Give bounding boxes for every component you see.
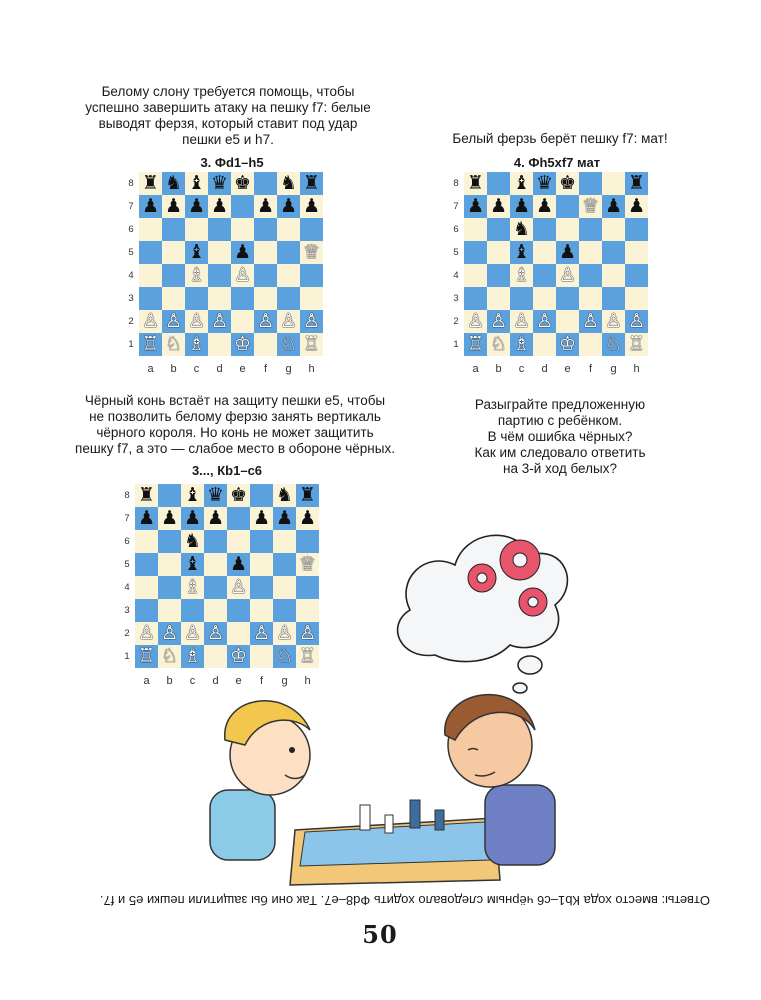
white-king-icon: ♔ — [229, 645, 248, 667]
line: Как им следовало ответить — [474, 445, 646, 460]
white-knight-icon: ♘ — [279, 333, 298, 355]
board-square — [135, 530, 158, 553]
black-knight-icon: ♞ — [279, 172, 298, 194]
black-pawn-icon: ♟ — [302, 195, 321, 217]
white-pawn-icon: ♙ — [581, 310, 600, 332]
answer-text: Ответы: вместо хода Кb1–c6 чёрным следовало ходить Фd8–e7. Так они бы защитили пешки e5 и f7. — [99, 893, 710, 908]
file-label: d — [541, 363, 548, 375]
black-pawn-icon: ♟ — [233, 241, 252, 263]
white-pawn-icon: ♙ — [535, 310, 554, 332]
white-rook-icon: ♖ — [141, 333, 160, 355]
board-square — [300, 287, 323, 310]
white-king-icon: ♔ — [233, 333, 252, 355]
file-label: f — [259, 675, 264, 687]
white-pawn-icon: ♙ — [256, 310, 275, 332]
white-pawn-icon: ♙ — [164, 310, 183, 332]
board-square — [231, 218, 254, 241]
board-square — [556, 218, 579, 241]
board-square — [300, 218, 323, 241]
line: чёрного короля. Но конь не может защитить — [96, 425, 374, 440]
page-number: 50 — [362, 920, 398, 949]
board-square — [185, 287, 208, 310]
file-label: g — [281, 675, 288, 687]
text-middle-right — [440, 397, 680, 477]
rank-label: 1 — [124, 651, 130, 662]
rank-label: 4 — [128, 270, 134, 281]
black-king-icon: ♚ — [233, 172, 252, 194]
board-square — [487, 241, 510, 264]
black-pawn-icon: ♟ — [489, 195, 508, 217]
rank-label: 6 — [453, 224, 459, 235]
board-square — [158, 484, 181, 507]
board-square — [533, 333, 556, 356]
board-square — [231, 310, 254, 333]
board-square — [277, 218, 300, 241]
white-bishop-icon: ♗ — [187, 264, 206, 286]
black-bishop-icon: ♝ — [512, 241, 531, 263]
board-square — [254, 172, 277, 195]
white-bishop-icon: ♗ — [187, 333, 206, 355]
rank-label: 6 — [124, 536, 130, 547]
file-label: h — [308, 363, 315, 375]
white-queen-icon: ♕ — [298, 553, 317, 575]
board-square — [139, 241, 162, 264]
board-square — [464, 218, 487, 241]
board-square — [135, 553, 158, 576]
board-square — [135, 576, 158, 599]
black-queen-icon: ♛ — [206, 484, 225, 506]
black-knight-icon: ♞ — [512, 218, 531, 240]
white-rook-icon: ♖ — [302, 333, 321, 355]
board-square — [158, 530, 181, 553]
white-pawn-icon: ♙ — [275, 622, 294, 644]
file-label: h — [304, 675, 311, 687]
file-label: h — [633, 363, 640, 375]
rank-label: 2 — [124, 628, 130, 639]
board-square — [602, 172, 625, 195]
rank-label: 4 — [453, 270, 459, 281]
file-label: b — [166, 675, 173, 687]
black-pawn-icon: ♟ — [535, 195, 554, 217]
chessboard-2 — [450, 172, 650, 376]
black-bishop-icon: ♝ — [187, 172, 206, 194]
board-square — [579, 172, 602, 195]
board-square — [277, 241, 300, 264]
black-king-icon: ♚ — [229, 484, 248, 506]
black-bishop-icon: ♝ — [183, 553, 202, 575]
white-rook-icon: ♖ — [298, 645, 317, 667]
white-pawn-icon: ♙ — [512, 310, 531, 332]
board-square — [556, 310, 579, 333]
board-square — [208, 287, 231, 310]
white-rook-icon: ♖ — [137, 645, 156, 667]
file-label: f — [588, 363, 593, 375]
board-square — [510, 287, 533, 310]
board-square — [277, 287, 300, 310]
text-top-right: Белый ферзь берёт пешку f7: мат! — [452, 131, 668, 146]
board-square — [464, 264, 487, 287]
file-label: b — [495, 363, 502, 375]
board-square — [579, 218, 602, 241]
white-pawn-icon: ♙ — [233, 264, 252, 286]
board-square — [254, 264, 277, 287]
board-square — [579, 264, 602, 287]
file-label: e — [564, 363, 571, 375]
thought-cloud-icon — [398, 535, 568, 693]
line: партию с ребёнком. — [497, 413, 623, 428]
white-knight-icon: ♘ — [604, 333, 623, 355]
board-square — [464, 241, 487, 264]
white-bishop-icon: ♗ — [512, 264, 531, 286]
black-rook-icon: ♜ — [141, 172, 160, 194]
line: В чём ошибка чёрных? — [487, 429, 633, 444]
black-pawn-icon: ♟ — [141, 195, 160, 217]
black-pawn-icon: ♟ — [229, 553, 248, 575]
illustration — [200, 500, 570, 895]
rank-label: 2 — [453, 316, 459, 327]
board-caption-2: 4. Фh5xf7 мат — [513, 155, 601, 170]
board-square — [579, 241, 602, 264]
board-square — [487, 287, 510, 310]
board-caption-1: 3. Фd1–h5 — [200, 155, 264, 170]
black-rook-icon: ♜ — [137, 484, 156, 506]
line: Чёрный конь встаёт на защиту пешки e5, чтобы — [84, 393, 386, 408]
black-rook-icon: ♜ — [466, 172, 485, 194]
file-label: f — [263, 363, 268, 375]
white-knight-icon: ♘ — [164, 333, 183, 355]
white-pawn-icon: ♙ — [183, 622, 202, 644]
white-pawn-icon: ♙ — [279, 310, 298, 332]
board-square — [579, 333, 602, 356]
black-pawn-icon: ♟ — [206, 507, 225, 529]
file-label: a — [143, 675, 150, 687]
board-square — [139, 287, 162, 310]
text-top-left — [78, 84, 378, 148]
white-bishop-icon: ♗ — [512, 333, 531, 355]
black-bishop-icon: ♝ — [512, 172, 531, 194]
file-label: a — [472, 363, 479, 375]
line: не позволить белому ферзю занять вертикаль — [89, 409, 381, 424]
black-pawn-icon: ♟ — [275, 507, 294, 529]
black-rook-icon: ♜ — [302, 172, 321, 194]
white-pawn-icon: ♙ — [160, 622, 179, 644]
white-knight-icon: ♘ — [275, 645, 294, 667]
rank-label: 8 — [128, 178, 134, 189]
white-rook-icon: ♖ — [627, 333, 646, 355]
white-rook-icon: ♖ — [466, 333, 485, 355]
black-pawn-icon: ♟ — [183, 507, 202, 529]
white-pawn-icon: ♙ — [187, 310, 206, 332]
board-caption-3: 3..., Кb1–c6 — [191, 463, 263, 478]
board-square — [602, 264, 625, 287]
white-pawn-icon: ♙ — [141, 310, 160, 332]
black-bishop-icon: ♝ — [183, 484, 202, 506]
board-square — [254, 287, 277, 310]
board-square — [231, 287, 254, 310]
white-pawn-icon: ♙ — [137, 622, 156, 644]
file-label: g — [610, 363, 617, 375]
file-label: a — [147, 363, 154, 375]
board-square — [158, 553, 181, 576]
white-pawn-icon: ♙ — [489, 310, 508, 332]
board-square — [158, 599, 181, 622]
line: на 3-й ход белых? — [503, 461, 617, 476]
board-square — [602, 287, 625, 310]
black-queen-icon: ♛ — [535, 172, 554, 194]
line: Белому слону требуется помощь, чтобы — [101, 84, 355, 99]
board-square — [625, 218, 648, 241]
board-square — [208, 218, 231, 241]
board-square — [254, 333, 277, 356]
white-pawn-icon: ♙ — [627, 310, 646, 332]
black-pawn-icon: ♟ — [164, 195, 183, 217]
black-pawn-icon: ♟ — [160, 507, 179, 529]
black-knight-icon: ♞ — [164, 172, 183, 194]
board-square — [487, 218, 510, 241]
file-label: b — [170, 363, 177, 375]
board-square — [185, 218, 208, 241]
board-square — [625, 241, 648, 264]
white-pawn-icon: ♙ — [302, 310, 321, 332]
black-rook-icon: ♜ — [298, 484, 317, 506]
board-square — [208, 333, 231, 356]
rank-label: 7 — [128, 201, 134, 212]
black-pawn-icon: ♟ — [210, 195, 229, 217]
black-rook-icon: ♜ — [627, 172, 646, 194]
white-bishop-icon: ♗ — [183, 576, 202, 598]
white-queen-icon: ♕ — [581, 195, 600, 217]
board-square — [208, 241, 231, 264]
board-square — [533, 264, 556, 287]
black-pawn-icon: ♟ — [558, 241, 577, 263]
board-square — [556, 287, 579, 310]
board-square — [162, 287, 185, 310]
black-pawn-icon: ♟ — [298, 507, 317, 529]
board-square — [487, 172, 510, 195]
rank-label: 1 — [453, 339, 459, 350]
board-square — [579, 287, 602, 310]
rank-label: 3 — [128, 293, 134, 304]
white-pawn-icon: ♙ — [604, 310, 623, 332]
board-square — [533, 218, 556, 241]
board-square — [162, 218, 185, 241]
board-square — [300, 264, 323, 287]
board-square — [135, 599, 158, 622]
board-square — [231, 195, 254, 218]
black-king-icon: ♚ — [558, 172, 577, 194]
board-square — [533, 287, 556, 310]
black-knight-icon: ♞ — [275, 484, 294, 506]
rank-label: 8 — [453, 178, 459, 189]
line: выводят ферзя, который ставит под удар — [98, 116, 358, 131]
white-pawn-icon: ♙ — [252, 622, 271, 644]
file-label: g — [285, 363, 292, 375]
white-pawn-icon: ♙ — [466, 310, 485, 332]
board-square — [533, 241, 556, 264]
line: пешку f7, а это — слабое место в обороне чёрных. — [75, 441, 395, 456]
file-label: c — [518, 363, 525, 375]
white-pawn-icon: ♙ — [206, 622, 225, 644]
board-square — [556, 195, 579, 218]
black-knight-icon: ♞ — [183, 530, 202, 552]
board-square — [625, 287, 648, 310]
board-square — [602, 218, 625, 241]
file-label: d — [216, 363, 223, 375]
rank-label: 5 — [128, 247, 134, 258]
board-square — [277, 264, 300, 287]
rank-label: 1 — [128, 339, 134, 350]
rank-label: 8 — [124, 490, 130, 501]
rank-label: 6 — [128, 224, 134, 235]
black-bishop-icon: ♝ — [187, 241, 206, 263]
rank-label: 3 — [453, 293, 459, 304]
black-pawn-icon: ♟ — [137, 507, 156, 529]
rank-label: 5 — [124, 559, 130, 570]
board-square — [158, 576, 181, 599]
chessboard-icon — [290, 800, 500, 885]
file-label: d — [212, 675, 219, 687]
board-square — [208, 264, 231, 287]
line: пешки e5 и h7. — [182, 132, 274, 147]
rank-label: 4 — [124, 582, 130, 593]
board-square — [139, 264, 162, 287]
rank-label: 2 — [128, 316, 134, 327]
black-pawn-icon: ♟ — [604, 195, 623, 217]
rank-label: 3 — [124, 605, 130, 616]
board-square — [254, 241, 277, 264]
board-square — [487, 264, 510, 287]
board-square — [254, 218, 277, 241]
black-pawn-icon: ♟ — [252, 507, 271, 529]
white-king-icon: ♔ — [558, 333, 577, 355]
file-label: e — [235, 675, 242, 687]
board-square — [139, 218, 162, 241]
board-square — [625, 264, 648, 287]
rank-label: 7 — [453, 201, 459, 212]
chessboard-1 — [125, 172, 325, 376]
line: успешно завершить атаку на пешку f7: белые — [85, 100, 371, 115]
white-knight-icon: ♘ — [160, 645, 179, 667]
rank-label: 5 — [453, 247, 459, 258]
text-middle-left — [70, 393, 400, 457]
rank-label: 7 — [124, 513, 130, 524]
line: Разыграйте предложенную — [474, 397, 646, 412]
black-pawn-icon: ♟ — [279, 195, 298, 217]
black-queen-icon: ♛ — [210, 172, 229, 194]
white-queen-icon: ♕ — [302, 241, 321, 263]
board-square — [162, 241, 185, 264]
white-pawn-icon: ♙ — [229, 576, 248, 598]
white-bishop-icon: ♗ — [183, 645, 202, 667]
black-pawn-icon: ♟ — [466, 195, 485, 217]
board-square — [162, 264, 185, 287]
black-pawn-icon: ♟ — [512, 195, 531, 217]
black-pawn-icon: ♟ — [187, 195, 206, 217]
board-square — [464, 287, 487, 310]
white-pawn-icon: ♙ — [558, 264, 577, 286]
white-pawn-icon: ♙ — [298, 622, 317, 644]
white-pawn-icon: ♙ — [210, 310, 229, 332]
black-pawn-icon: ♟ — [627, 195, 646, 217]
black-pawn-icon: ♟ — [256, 195, 275, 217]
file-label: c — [193, 363, 200, 375]
file-label: c — [189, 675, 196, 687]
white-knight-icon: ♘ — [489, 333, 508, 355]
board-square — [602, 241, 625, 264]
file-label: e — [239, 363, 246, 375]
